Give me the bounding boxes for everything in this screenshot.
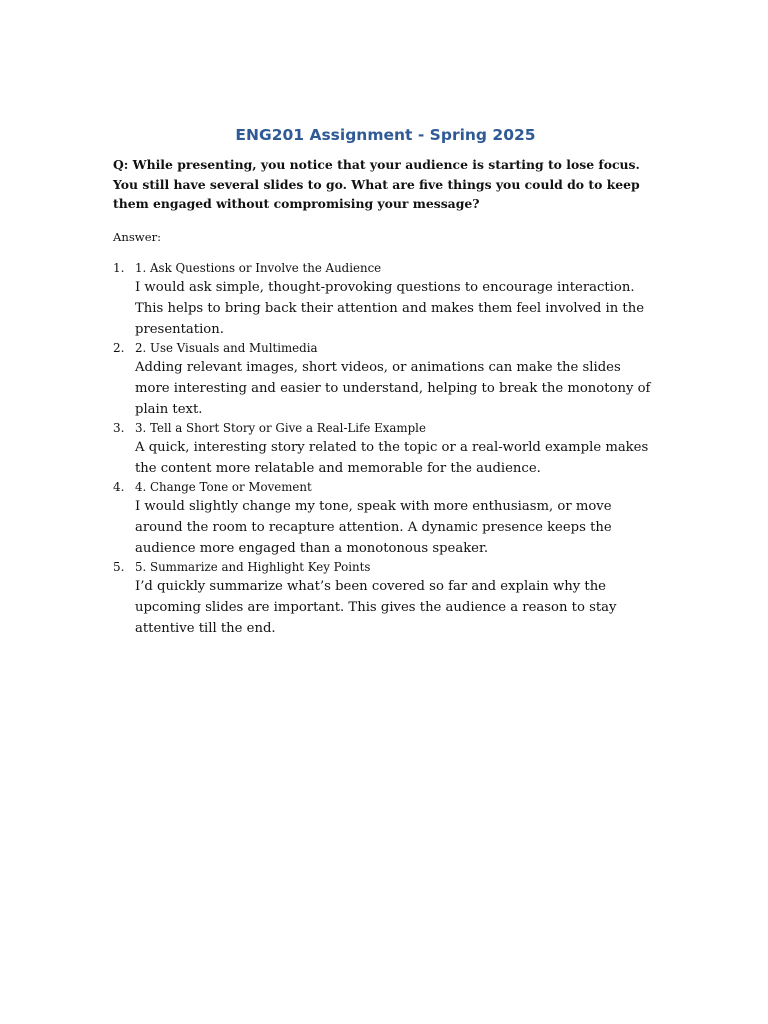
list-item-body: A quick, interesting story related to the topic or a real-world example makes the content more relatable and memorable for the audience. — [135, 439, 649, 476]
list-item-body: Adding relevant images, short videos, or animations can make the slides more interesting and easier to understand, helping to break the monotony of plain text. — [135, 359, 651, 417]
list-item — [113, 479, 658, 559]
list-item-body: I’d quickly summarize what’s been covered so far and explain why the upcoming slides are important. This gives the audience a reason to stay attentive till the end. — [135, 578, 617, 636]
document-title: ENG201 Assignment - Spring 2025 — [235, 126, 536, 144]
list-item-heading: 4. Change Tone or Movement — [135, 479, 312, 494]
list-item-number: 4. — [113, 479, 125, 494]
list-item-heading: 2. Use Visuals and Multimedia — [135, 340, 318, 355]
list-item-body: I would slightly change my tone, speak with more enthusiasm, or move around the room to recapture attention. A dynamic presence keeps the audience more engaged than a monotonous speaker. — [135, 498, 612, 556]
answer-list — [113, 260, 658, 639]
list-item-heading: 1. Ask Questions or Involve the Audience — [135, 260, 382, 275]
list-item — [113, 260, 658, 340]
list-item-heading: 3. Tell a Short Story or Give a Real-Life Example — [135, 420, 426, 435]
list-item — [113, 559, 658, 639]
list-item-number: 1. — [113, 260, 125, 275]
document-page — [113, 124, 658, 639]
list-item — [113, 340, 658, 420]
question-text: Q: While presenting, you notice that your audience is starting to lose focus. You still have several slides to go. What are five things you could do to keep them engaged without compromising your message? — [113, 157, 640, 211]
list-item — [113, 420, 658, 479]
list-item-body: I would ask simple, thought-provoking questions to encourage interaction. This helps to bring back their attention and makes them feel involved in the presentation. — [135, 279, 645, 337]
list-item-heading: 5. Summarize and Highlight Key Points — [135, 559, 371, 574]
answer-label: Answer: — [113, 229, 162, 244]
list-item-number: 3. — [113, 420, 125, 435]
list-item-number: 5. — [113, 559, 125, 574]
list-item-number: 2. — [113, 340, 125, 355]
